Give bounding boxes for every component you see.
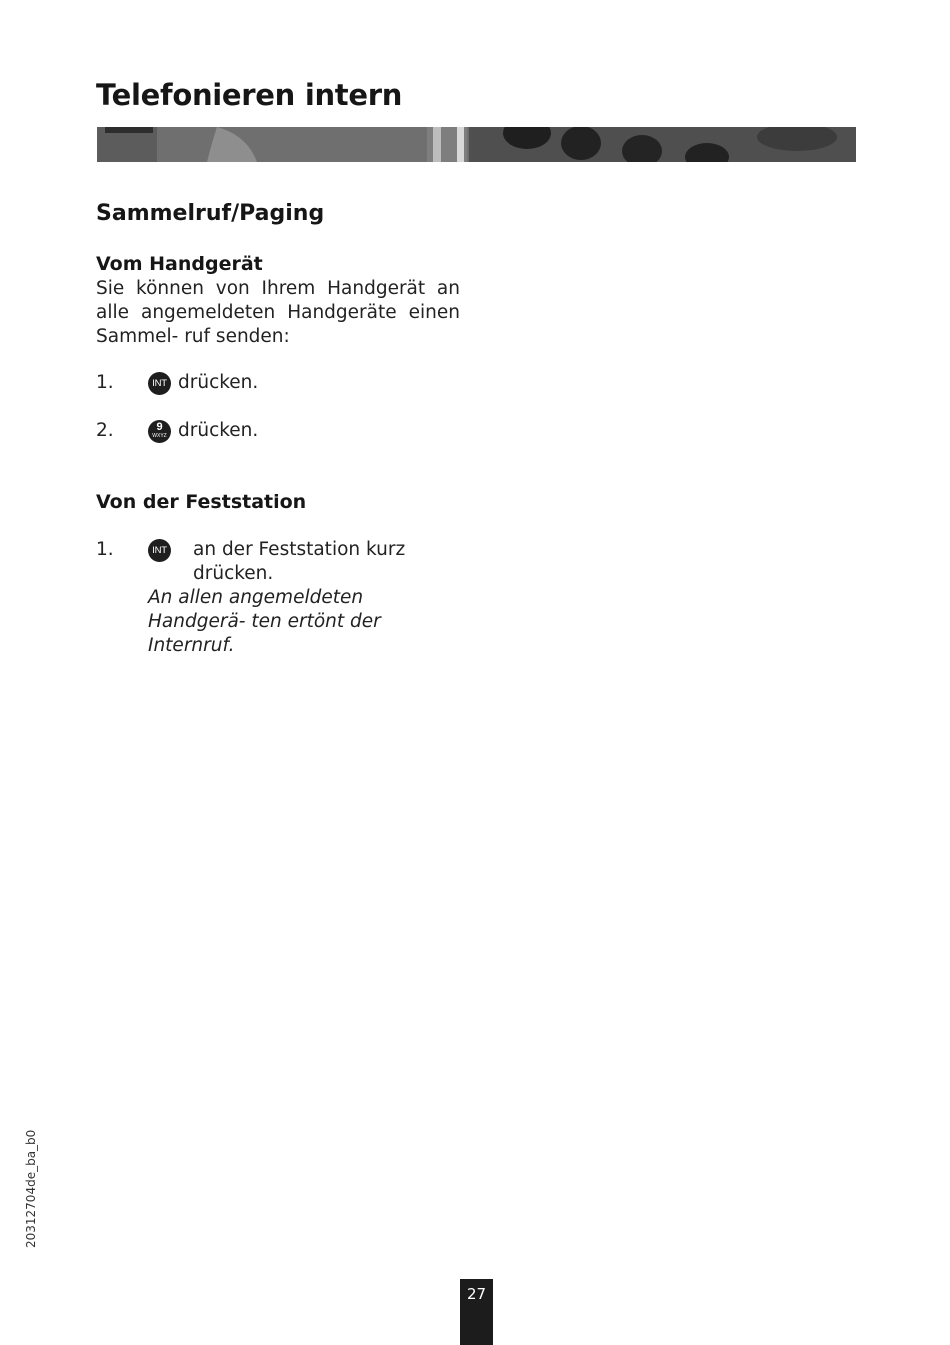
step-number: 1. bbox=[96, 372, 114, 393]
step-number: 1. bbox=[96, 539, 114, 560]
base-note: An allen angemeldeten Handgerä- ten ertönt der Internruf. bbox=[148, 587, 381, 656]
step-text: drücken. bbox=[178, 372, 259, 393]
document-id: 20312704de_ba_b0 bbox=[24, 1129, 38, 1248]
step-text-line2: drücken. bbox=[193, 563, 274, 584]
handset-intro-text: Sie können von Ihrem Handgerät an alle angemeldeten Handgeräte einen Sammel- ruf senden: bbox=[96, 278, 460, 347]
step-text-line1: an der Feststation kurz bbox=[193, 539, 406, 560]
step-number: 2. bbox=[96, 420, 114, 441]
nine-key-label: 9 bbox=[156, 421, 163, 433]
page-number: 27 bbox=[460, 1279, 493, 1345]
handset-subtitle: Vom Handgerät bbox=[96, 253, 263, 275]
section-title: Sammelruf/Paging bbox=[96, 201, 325, 226]
int-key-icon: INT bbox=[148, 539, 171, 562]
nine-key-sublabel: WXYZ bbox=[152, 433, 167, 439]
keypad-photo bbox=[97, 127, 856, 162]
nine-key-icon bbox=[148, 420, 171, 443]
keypad-photo-banner bbox=[97, 127, 856, 162]
base-subtitle: Von der Feststation bbox=[96, 491, 307, 513]
step-text: drücken. bbox=[178, 420, 259, 441]
page-title: Telefonieren intern bbox=[96, 78, 403, 112]
int-key-icon: INT bbox=[148, 372, 171, 395]
